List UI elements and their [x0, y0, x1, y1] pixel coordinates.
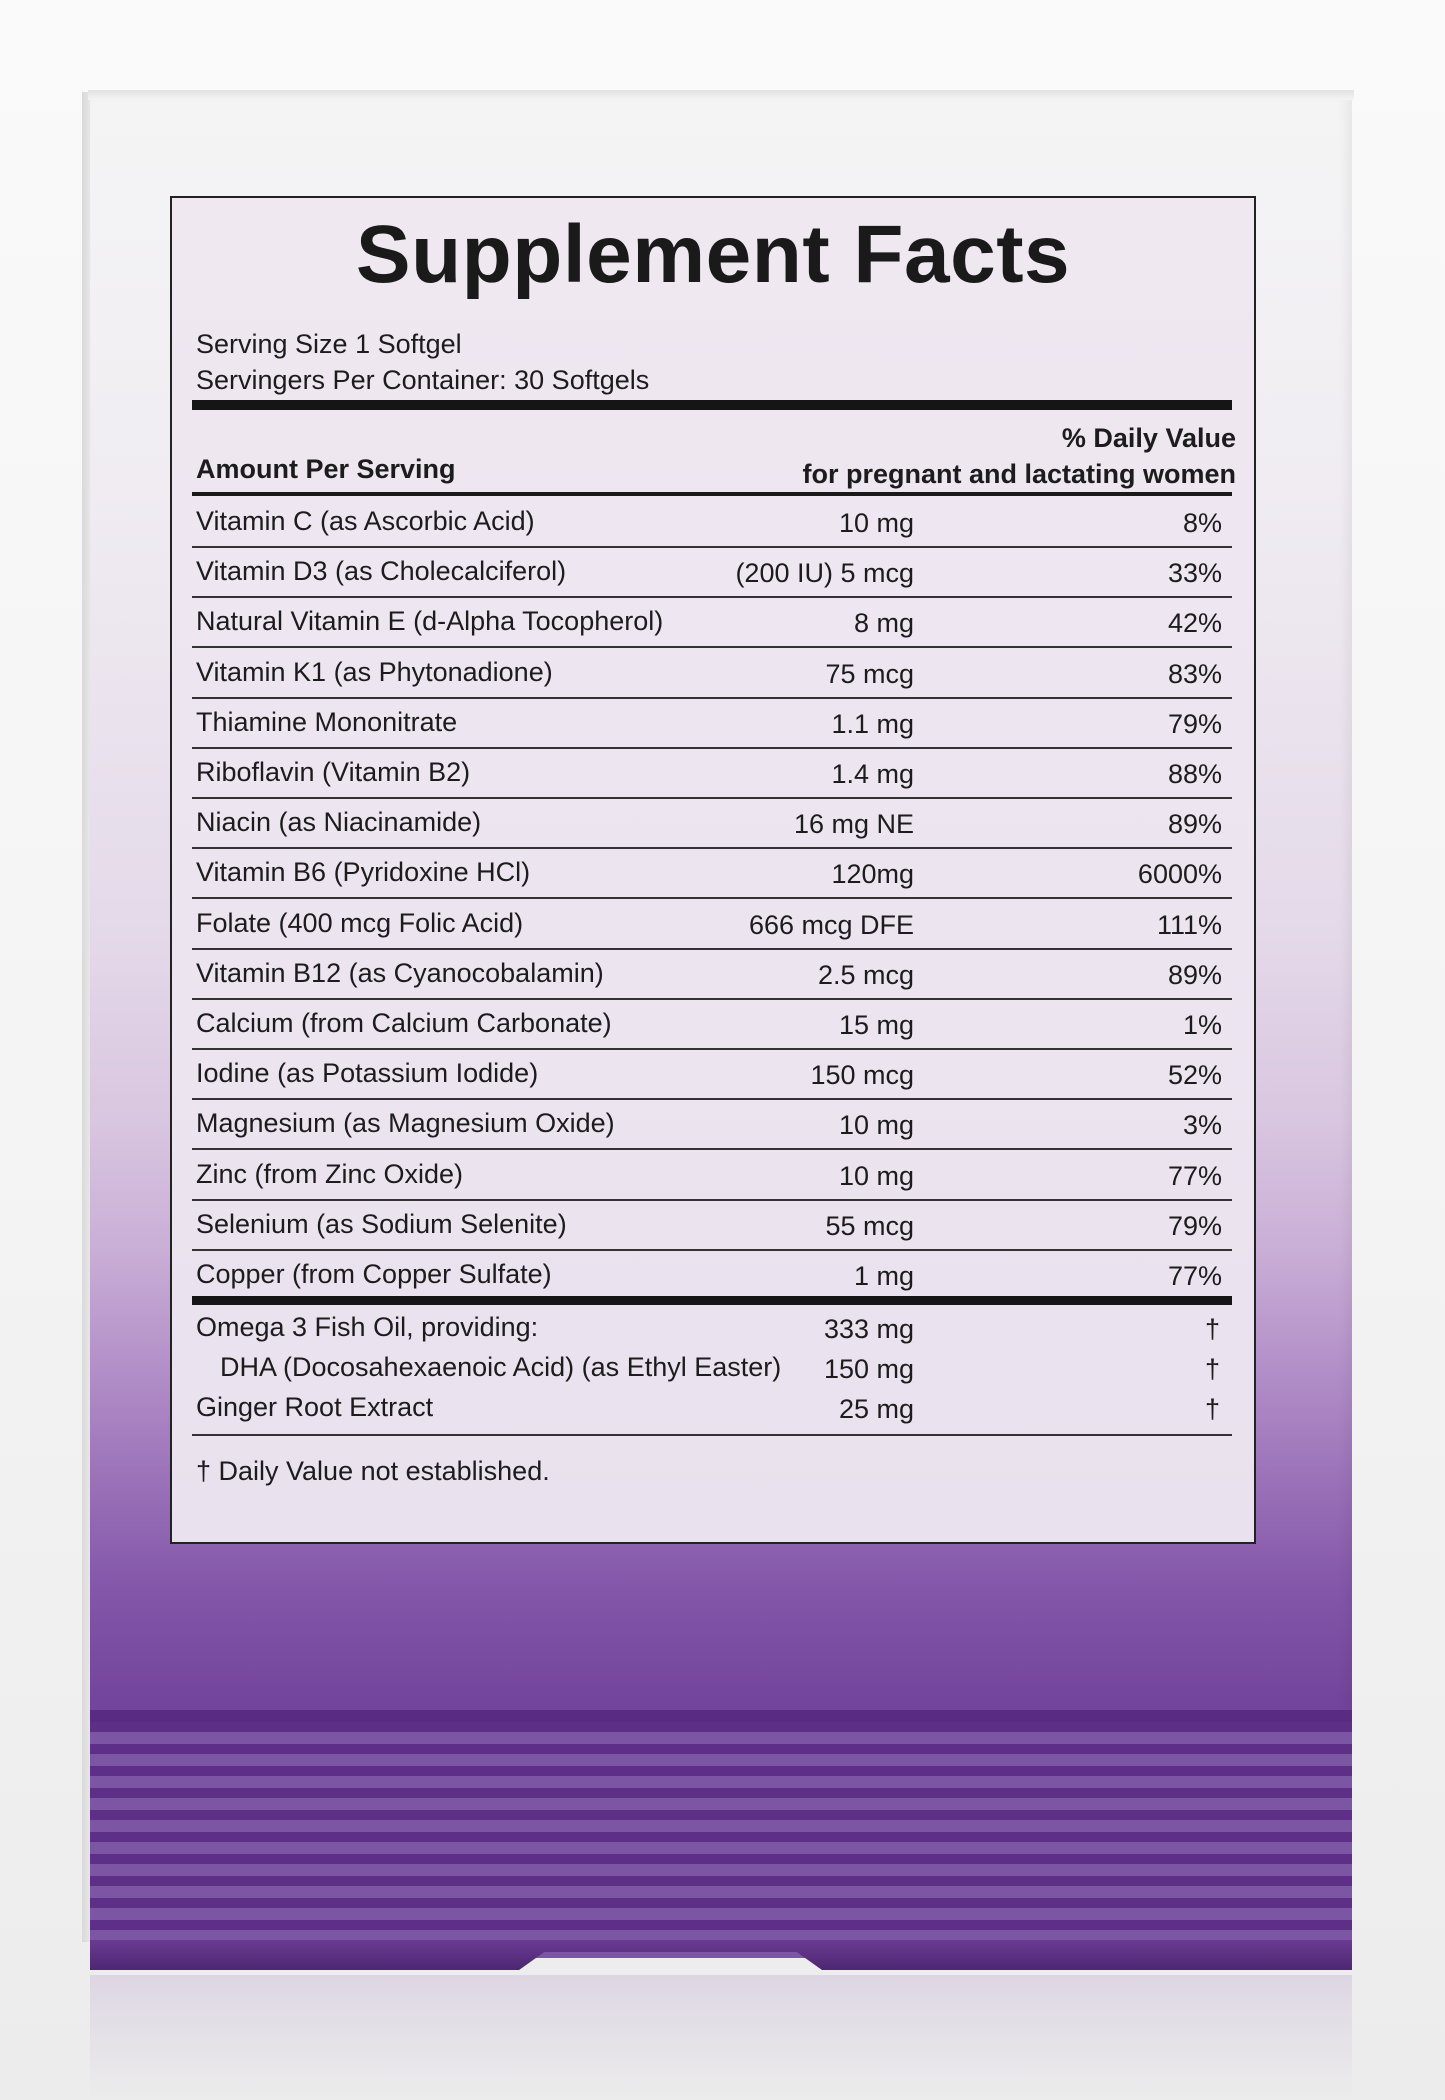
- nutrient-row: [192, 948, 1232, 1000]
- nutrient-daily-value: 77%: [1167, 1261, 1222, 1291]
- extra-ingredient-name: Omega 3 Fish Oil, providing:: [196, 1312, 539, 1342]
- decorative-stripes: [90, 1722, 1352, 1958]
- nutrient-name: Vitamin B6 (Pyridoxine HCl): [196, 857, 531, 888]
- nutrient-name: Riboflavin (Vitamin B2): [196, 757, 471, 787]
- nutrient-row: [192, 1048, 1232, 1100]
- nutrient-row: [192, 647, 1232, 699]
- nutrient-row: [192, 1098, 1232, 1150]
- extra-ingredient-amount: 333 mg: [823, 1314, 914, 1344]
- surface-reflection: [90, 1975, 1352, 2100]
- nutrient-amount: 150 mcg: [810, 1060, 914, 1091]
- final-rule: [192, 1434, 1232, 1436]
- nutrient-daily-value: 89%: [1167, 809, 1222, 840]
- nutrient-row: [192, 747, 1232, 799]
- extra-ingredient-row: [192, 1308, 1232, 1348]
- extra-ingredient-name: DHA (Docosahexaenoic Acid) (as Ethyl Easter): [220, 1352, 782, 1382]
- nutrient-amount: 2.5 mcg: [817, 959, 914, 990]
- nutrient-amount: 75 mcg: [825, 658, 914, 689]
- nutrient-daily-value: 89%: [1167, 959, 1222, 990]
- nutrient-name: Niacin (as Niacinamide): [196, 807, 482, 838]
- nutrient-amount: 16 mg NE: [793, 809, 914, 840]
- nutrient-daily-value: 88%: [1167, 759, 1222, 789]
- nutrient-name: Copper (from Copper Sulfate): [196, 1259, 552, 1289]
- nutrient-daily-value: 111%: [1156, 909, 1222, 940]
- extra-ingredient-daily-value: †: [1204, 1354, 1220, 1384]
- nutrient-amount: 15 mg: [838, 1010, 914, 1040]
- nutrient-row: [192, 546, 1232, 598]
- extra-ingredient-daily-value: †: [1204, 1314, 1220, 1344]
- nutrient-daily-value: 79%: [1167, 1210, 1222, 1241]
- nutrient-daily-value: 6000%: [1137, 859, 1222, 890]
- nutrient-amount: 120mg: [831, 859, 914, 890]
- daily-value-header: [802, 420, 1236, 492]
- nutrient-amount: 1.1 mg: [831, 708, 914, 739]
- servings-per-container: Servingers Per Container: 30 Softgels: [196, 365, 650, 395]
- nutrient-name: Magnesium (as Magnesium Oxide): [196, 1108, 615, 1139]
- nutrient-daily-value: 77%: [1167, 1160, 1222, 1191]
- nutrient-name: Vitamin C (as Ascorbic Acid): [196, 506, 535, 536]
- nutrient-daily-value: 33%: [1167, 558, 1222, 589]
- thick-divider: [192, 400, 1232, 410]
- nutrient-name: Selenium (as Sodium Selenite): [196, 1208, 567, 1239]
- daily-value-header-line2: for pregnant and lactating women: [802, 459, 1236, 489]
- nutrient-row: [192, 1249, 1232, 1299]
- nutrient-row: [192, 496, 1232, 548]
- nutrient-amount: 10 mg: [838, 1110, 914, 1141]
- nutrient-name: Vitamin K1 (as Phytonadione): [196, 656, 553, 687]
- nutrient-row: [192, 797, 1232, 849]
- supplement-facts-panel: [170, 196, 1256, 1544]
- nutrient-row: [192, 1199, 1232, 1251]
- nutrient-amount: 1 mg: [853, 1261, 914, 1291]
- extra-ingredient-amount: 25 mg: [838, 1394, 914, 1424]
- nutrient-name: Thiamine Mononitrate: [196, 706, 458, 737]
- extra-ingredient-daily-value: †: [1204, 1394, 1220, 1424]
- extra-ingredient-name: Ginger Root Extract: [196, 1392, 434, 1422]
- nutrient-name: Zinc (from Zinc Oxide): [196, 1158, 464, 1189]
- nutrient-row: [192, 1149, 1232, 1201]
- nutrient-row: [192, 898, 1232, 950]
- extra-ingredient-row: [192, 1388, 1232, 1428]
- extra-ingredient-row: [192, 1348, 1232, 1388]
- nutrient-name: Iodine (as Potassium Iodide): [196, 1058, 539, 1089]
- footnote: † Daily Value not established.: [196, 1456, 550, 1486]
- nutrient-amount: 10 mg: [838, 1160, 914, 1191]
- daily-value-header-line1: % Daily Value: [1061, 423, 1236, 453]
- nutrient-row: [192, 697, 1232, 749]
- nutrient-name: Vitamin B12 (as Cyanocobalamin): [196, 957, 604, 988]
- serving-info: [196, 326, 649, 398]
- box-top-edge: [88, 90, 1354, 100]
- nutrient-daily-value: 3%: [1182, 1110, 1222, 1141]
- nutrient-amount: 55 mcg: [825, 1210, 914, 1241]
- thick-divider-bottom: [192, 1296, 1232, 1305]
- extra-ingredient-amount: 150 mg: [823, 1354, 914, 1384]
- nutrient-amount: 666 mcg DFE: [748, 909, 914, 940]
- nutrient-daily-value: 83%: [1167, 658, 1222, 689]
- serving-size: Serving Size 1 Softgel: [196, 329, 462, 359]
- nutrient-amount: 1.4 mg: [831, 759, 914, 789]
- panel-title: Supplement Facts: [355, 209, 1071, 300]
- nutrient-daily-value: 42%: [1167, 608, 1222, 639]
- nutrient-amount: 10 mg: [838, 508, 914, 538]
- nutrient-name: Folate (400 mcg Folic Acid): [196, 907, 524, 938]
- nutrient-row: [192, 596, 1232, 648]
- amount-per-serving-header: Amount Per Serving: [196, 454, 456, 484]
- nutrient-name: Vitamin D3 (as Cholecalciferol): [196, 556, 567, 587]
- nutrient-daily-value: 79%: [1167, 708, 1222, 739]
- nutrient-amount: (200 IU) 5 mcg: [735, 558, 914, 589]
- nutrient-name: Calcium (from Calcium Carbonate): [196, 1008, 612, 1038]
- nutrient-daily-value: 1%: [1182, 1010, 1222, 1040]
- nutrient-daily-value: 8%: [1182, 508, 1222, 538]
- nutrient-name: Natural Vitamin E (d-Alpha Tocopherol): [196, 606, 664, 637]
- nutrient-row: [192, 847, 1232, 899]
- nutrient-daily-value: 52%: [1167, 1060, 1222, 1091]
- nutrient-amount: 8 mg: [853, 608, 914, 639]
- nutrient-row: [192, 998, 1232, 1050]
